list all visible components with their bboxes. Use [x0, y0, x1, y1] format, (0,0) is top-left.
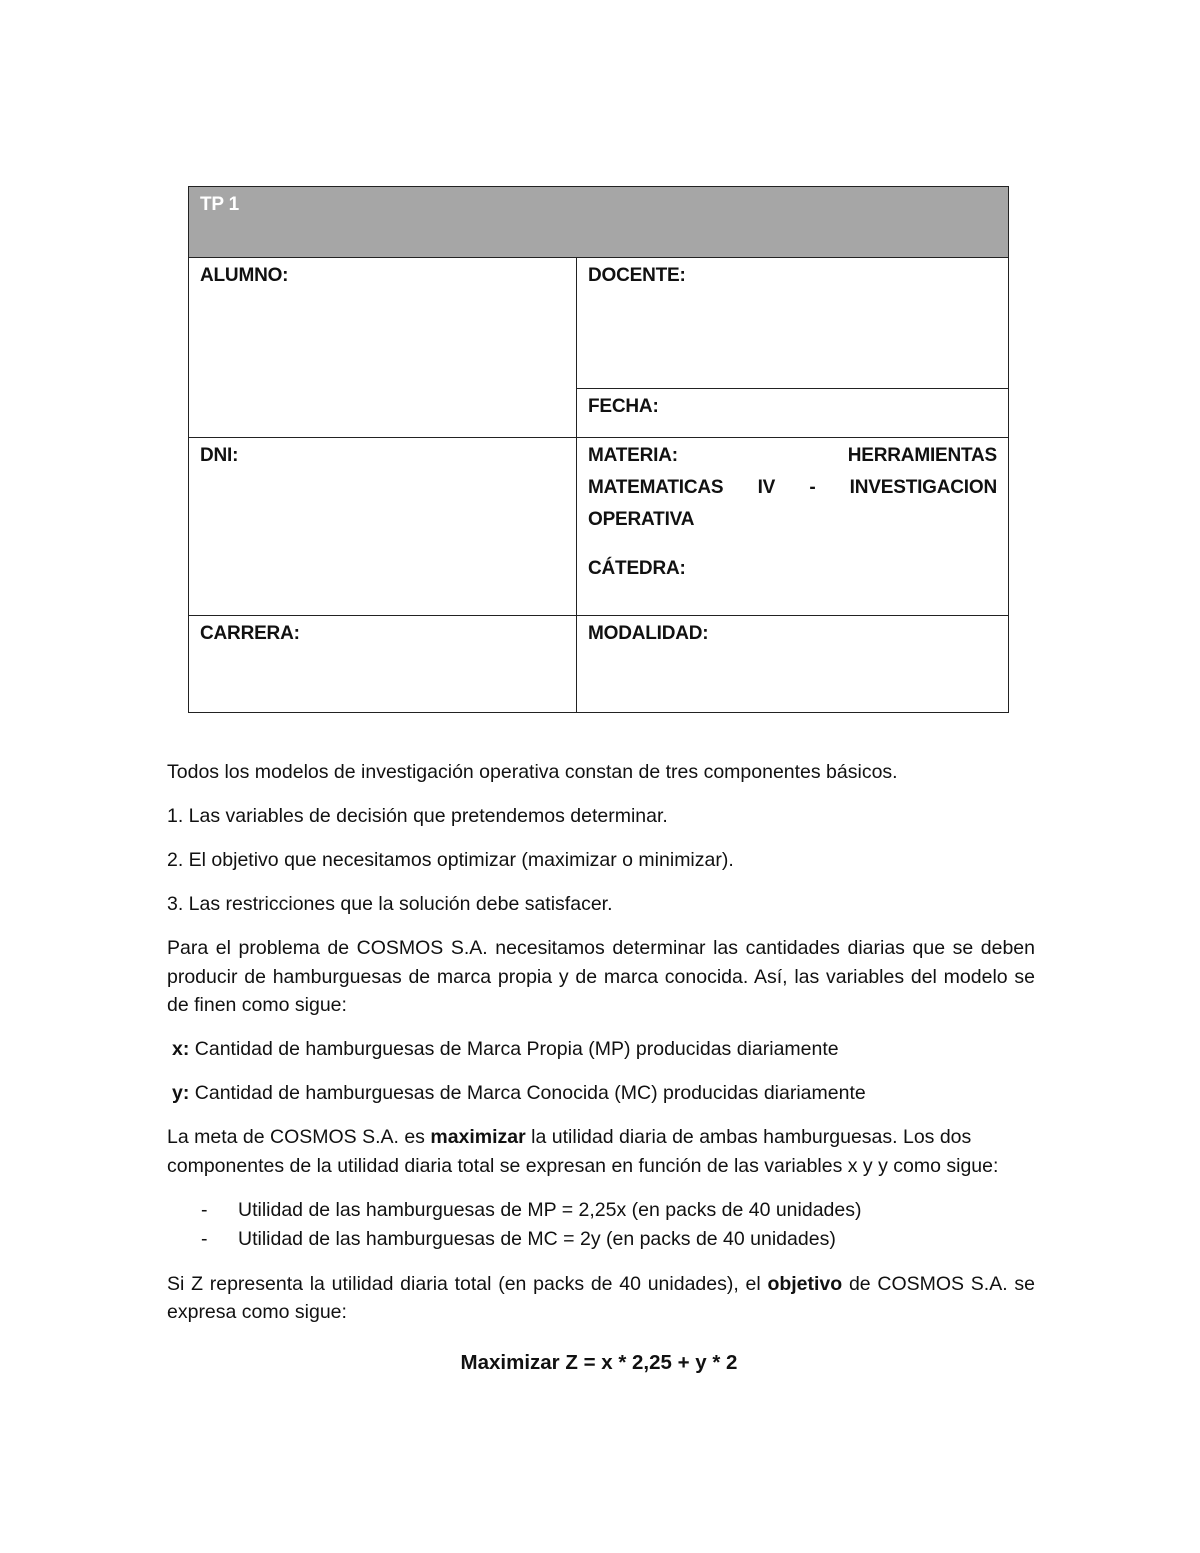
component-item-1: 1. Las variables de decisión que pretendemos determinar. [167, 805, 668, 827]
tp-title: TP 1 [200, 194, 239, 215]
component-item-3: 3. Las restricciones que la solución debe satisfacer. [167, 893, 613, 915]
variable-y-definition [167, 1079, 1035, 1108]
variable-x-definition [167, 1035, 1035, 1064]
materia-line-2 [588, 472, 997, 504]
docente-label: DOCENTE: [588, 265, 686, 286]
alumno-label: ALUMNO: [200, 265, 289, 286]
header-table [188, 186, 1009, 713]
utility-bullet-list [167, 1196, 1035, 1254]
materia-line-1 [588, 440, 997, 472]
bullet-dash: - [201, 1227, 208, 1250]
intro-paragraph: Todos los modelos de investigación operativa constan de tres componentes básicos. [167, 761, 898, 783]
bullet-dash: - [201, 1198, 208, 1221]
materia-word-iv: IV [757, 477, 776, 498]
list-item [167, 1225, 1035, 1254]
carrera-label: CARRERA: [200, 623, 300, 644]
objective-paragraph [167, 1270, 1035, 1327]
objective-bold-word: objetivo [767, 1272, 843, 1295]
materia-word-herramientas: HERRAMIENTAS [847, 445, 998, 466]
fecha-cell [577, 389, 1009, 438]
bullet-text-mp: Utilidad de las hamburguesas de MP = 2,25x (en packs de 40 unidades) [238, 1198, 862, 1221]
objective-formula: Maximizar Z = x * 2,25 + y * 2 [460, 1350, 738, 1374]
objective-rest: de COSMOS S.A. se expresa como sigue: [167, 1272, 1035, 1323]
variable-y-label: y: [172, 1082, 190, 1104]
meta-rest: la utilidad diaria de ambas hamburguesas. Los dos componentes de la utilidad diaria total se expresan en función de las variables x y y como sigue: [167, 1126, 999, 1177]
materia-cell [577, 438, 1009, 616]
dni-label: DNI: [200, 445, 239, 466]
variable-x-text: Cantidad de hamburguesas de Marca Propia (MP) producidas diariamente [189, 1038, 839, 1060]
component-item-2: 2. El objetivo que necesitamos optimizar (maximizar o minimizar). [167, 849, 734, 871]
list-item [167, 1196, 1035, 1225]
tp-title-cell [189, 187, 1009, 258]
variable-x-label: x: [172, 1038, 190, 1060]
carrera-cell [189, 616, 577, 713]
catedra-label: CÁTEDRA: [588, 558, 686, 579]
problem-paragraph: Para el problema de COSMOS S.A. necesitamos determinar las cantidades diarias que se deben producir de hamburguesas de marca propia y de marca conocida. Así, las variables del modelo se de finen como sigue: [167, 937, 1035, 1016]
materia-word-matematicas: MATEMATICAS [588, 477, 724, 498]
body-text [167, 758, 1035, 1377]
materia-label: MATERIA: [588, 445, 678, 466]
docente-cell [577, 258, 1009, 389]
meta-prefix: La meta de COSMOS S.A. es [167, 1126, 431, 1148]
modalidad-cell [577, 616, 1009, 713]
objective-prefix: Si Z representa la utilidad diaria total (en packs de 40 unidades), el [167, 1272, 768, 1295]
alumno-cell [189, 258, 577, 438]
materia-word-dash: - [809, 477, 816, 498]
meta-paragraph [167, 1123, 1035, 1180]
bullet-text-mc: Utilidad de las hamburguesas de MC = 2y (en packs de 40 unidades) [238, 1227, 836, 1250]
materia-word-investigacion: INVESTIGACION [849, 477, 997, 498]
modalidad-label: MODALIDAD: [588, 623, 709, 644]
dni-cell [189, 438, 577, 616]
fecha-label: FECHA: [588, 396, 659, 417]
meta-bold-word: maximizar [430, 1126, 526, 1148]
materia-line-3: OPERATIVA [588, 509, 695, 530]
variable-y-text: Cantidad de hamburguesas de Marca Conocida (MC) producidas diariamente [189, 1082, 866, 1104]
